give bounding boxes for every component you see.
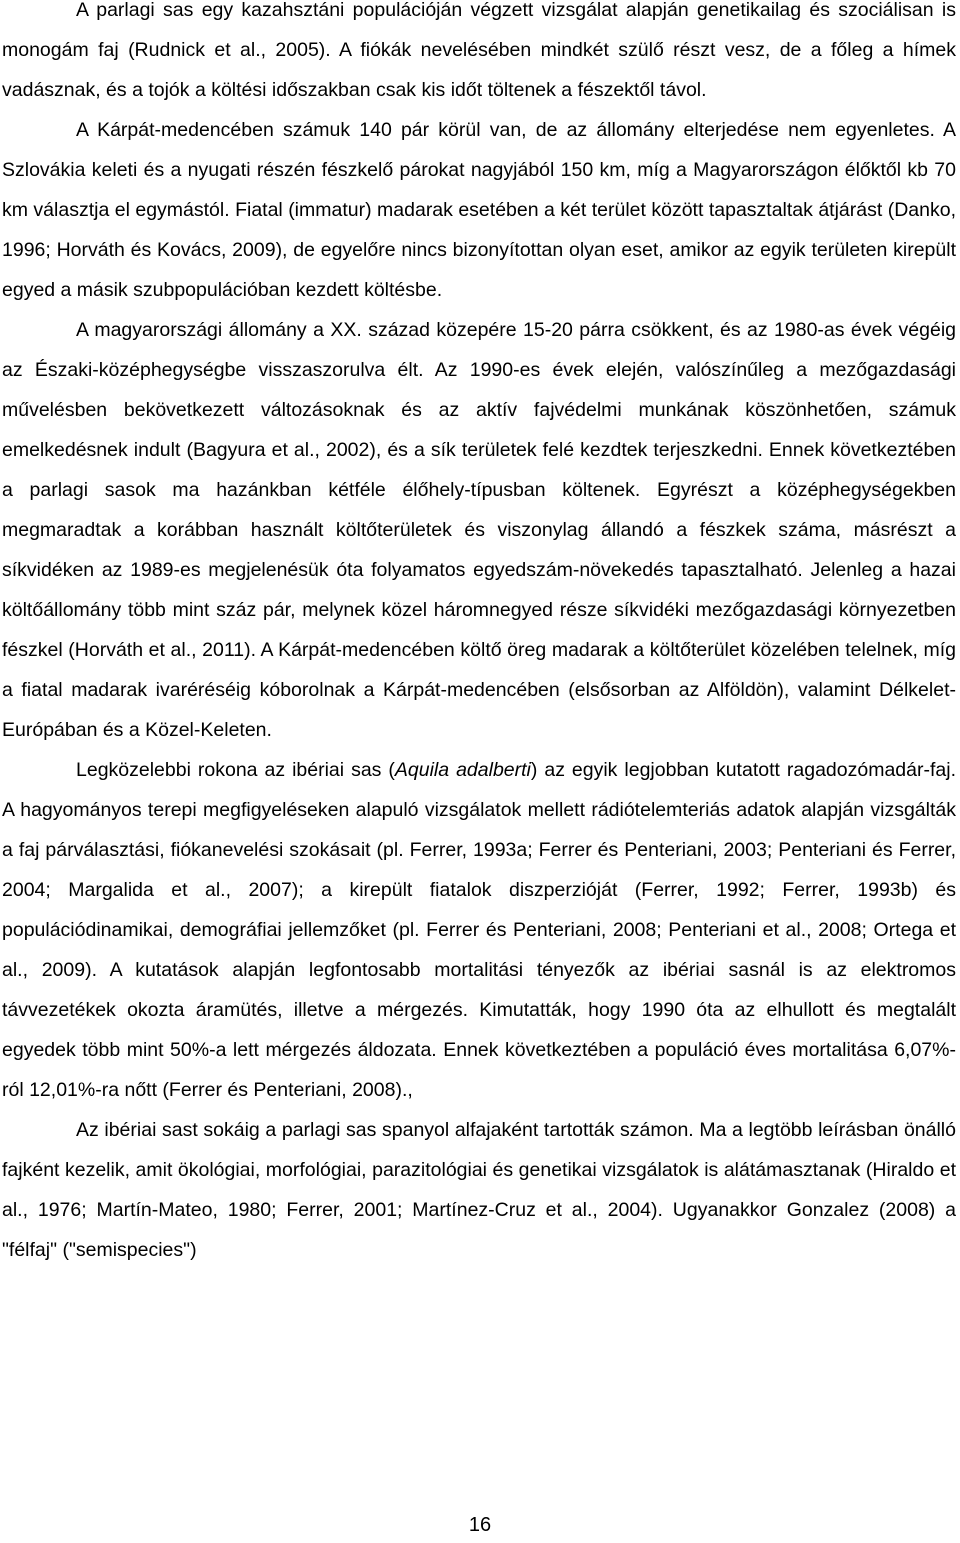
page-number: 16 — [468, 1514, 492, 1536]
paragraph-iberian-eagle-before: Legközelebbi rokona az ibériai sas ( — [76, 759, 395, 781]
species-name-italic: Aquila adalberti — [394, 759, 531, 781]
paragraph-taxonomy: Az ibériai sast sokáig a parlagi sas spanyol alfajaként tartották számon. Ma a legtöbb leírásban önálló fajként kezelik, amit ökológiai, morfológiai, parazitológiai és genetikai vizsgálatok is alátámasztanak (Hiraldo et al., 1976; Martín-Mateo, 1980; Ferrer, 2001; Martínez-Cruz et al., 2004). Ugyanakkor Gonzalez (2008) a "félfaj" ("semispecies") — [2, 1119, 956, 1261]
paragraph-breeding: A parlagi sas egy kazahsztáni populációján végzett vizsgálat alapján genetikailag és szociálisan is monogám faj (Rudnick et al., 2005). A fiókák nevelésében mindkét szülő részt vesz, de a főleg a hímek vadásznak, és a tojók a költési időszakban csak kis időt töltenek a fészektől távol. — [2, 0, 956, 101]
paragraph-iberian-eagle-after: ) az egyik legjobban kutatott ragadozómadár-faj. A hagyományos terepi megfigyeléseken alapuló vizsgálatok mellett rádiótelemteriás adatok alapján vizsgálták a faj párválasztási, fiókanevelési szokásait (pl. Ferrer, 1993a; Ferrer és Penteriani, 2003; Penteriani és Ferrer, 2004; Margalida et al., 2007); a kirepült fiatalok diszperzióját (Ferrer, 1992; Ferrer, 1993b) és populációdinamikai, demográfiai jellemzőket (pl. Ferrer és Penteriani, 2008; Penteriani et al., 2008; Ortega et al., 2009). A kutatások alapján legfontosabb mortalitási tényezők az ibériai sasnál is az elektromos távvezetékek okozta áramütés, illetve a mérgezés. Kimutatták, hogy 1990 óta az elhullott és megtalált egyedek több mint 50%-a lett mérgezés áldozata. Ennek következtében a populáció éves mortalitása 6,07%-ról 12,01%-ra nőtt (Ferrer és Penteriani, 2008)., — [2, 759, 956, 1101]
document-body — [2, 0, 956, 1270]
paragraph-iberian-eagle — [2, 750, 956, 1110]
paragraph-hungarian-population: A magyarországi állomány a XX. század közepére 15-20 párra csökkent, és az 1980-as évek végéig az Északi-középhegységbe visszaszorulva élt. Az 1990-es évek elején, valószínűleg a mezőgazdasági művelésben bekövetkezett változásoknak és az aktív fajvédelmi munkának köszönhetően, számuk emelkedésnek indult (Bagyura et al., 2002), és a sík területek felé kezdtek terjeszkedni. Ennek következtében a parlagi sasok ma hazánkban kétféle élőhely-típusban költenek. Egyrészt a középhegységekben megmaradtak a korábban használt költőterületek és viszonylag állandó a fészkek száma, másrészt a síkvidéken az 1989-es megjelenésük óta folyamatos egyedszám-növekedés tapasztalható. Jelenleg a hazai költőállomány több mint száz pár, melynek közel háromnegyed része síkvidéki mezőgazdasági környezetben fészkel (Horváth et al., 2011). A Kárpát-medencében költő öreg madarak a költőterület közelében telelnek, míg a fiatal madarak ivaréréséig kóborolnak a Kárpát-medencében (elsősorban az Alföldön), valamint Délkelet-Európában és a Közel-Keleten. — [2, 319, 956, 741]
paragraph-carpathian-population: A Kárpát-medencében számuk 140 pár körül van, de az állomány elterjedése nem egyenletes. A Szlovákia keleti és a nyugati részén fészkelő párokat nagyjából 150 km, míg a Magyarországon élőktől kb 70 km választja el egymástól. Fiatal (immatur) madarak esetében a két terület között tapasztaltak átjárást (Danko, 1996; Horváth és Kovács, 2009), de egyelőre nincs bizonyítottan olyan eset, amikor az egyik területen kirepült egyed a másik szubpopulációban kezdett költésbe. — [2, 119, 956, 301]
